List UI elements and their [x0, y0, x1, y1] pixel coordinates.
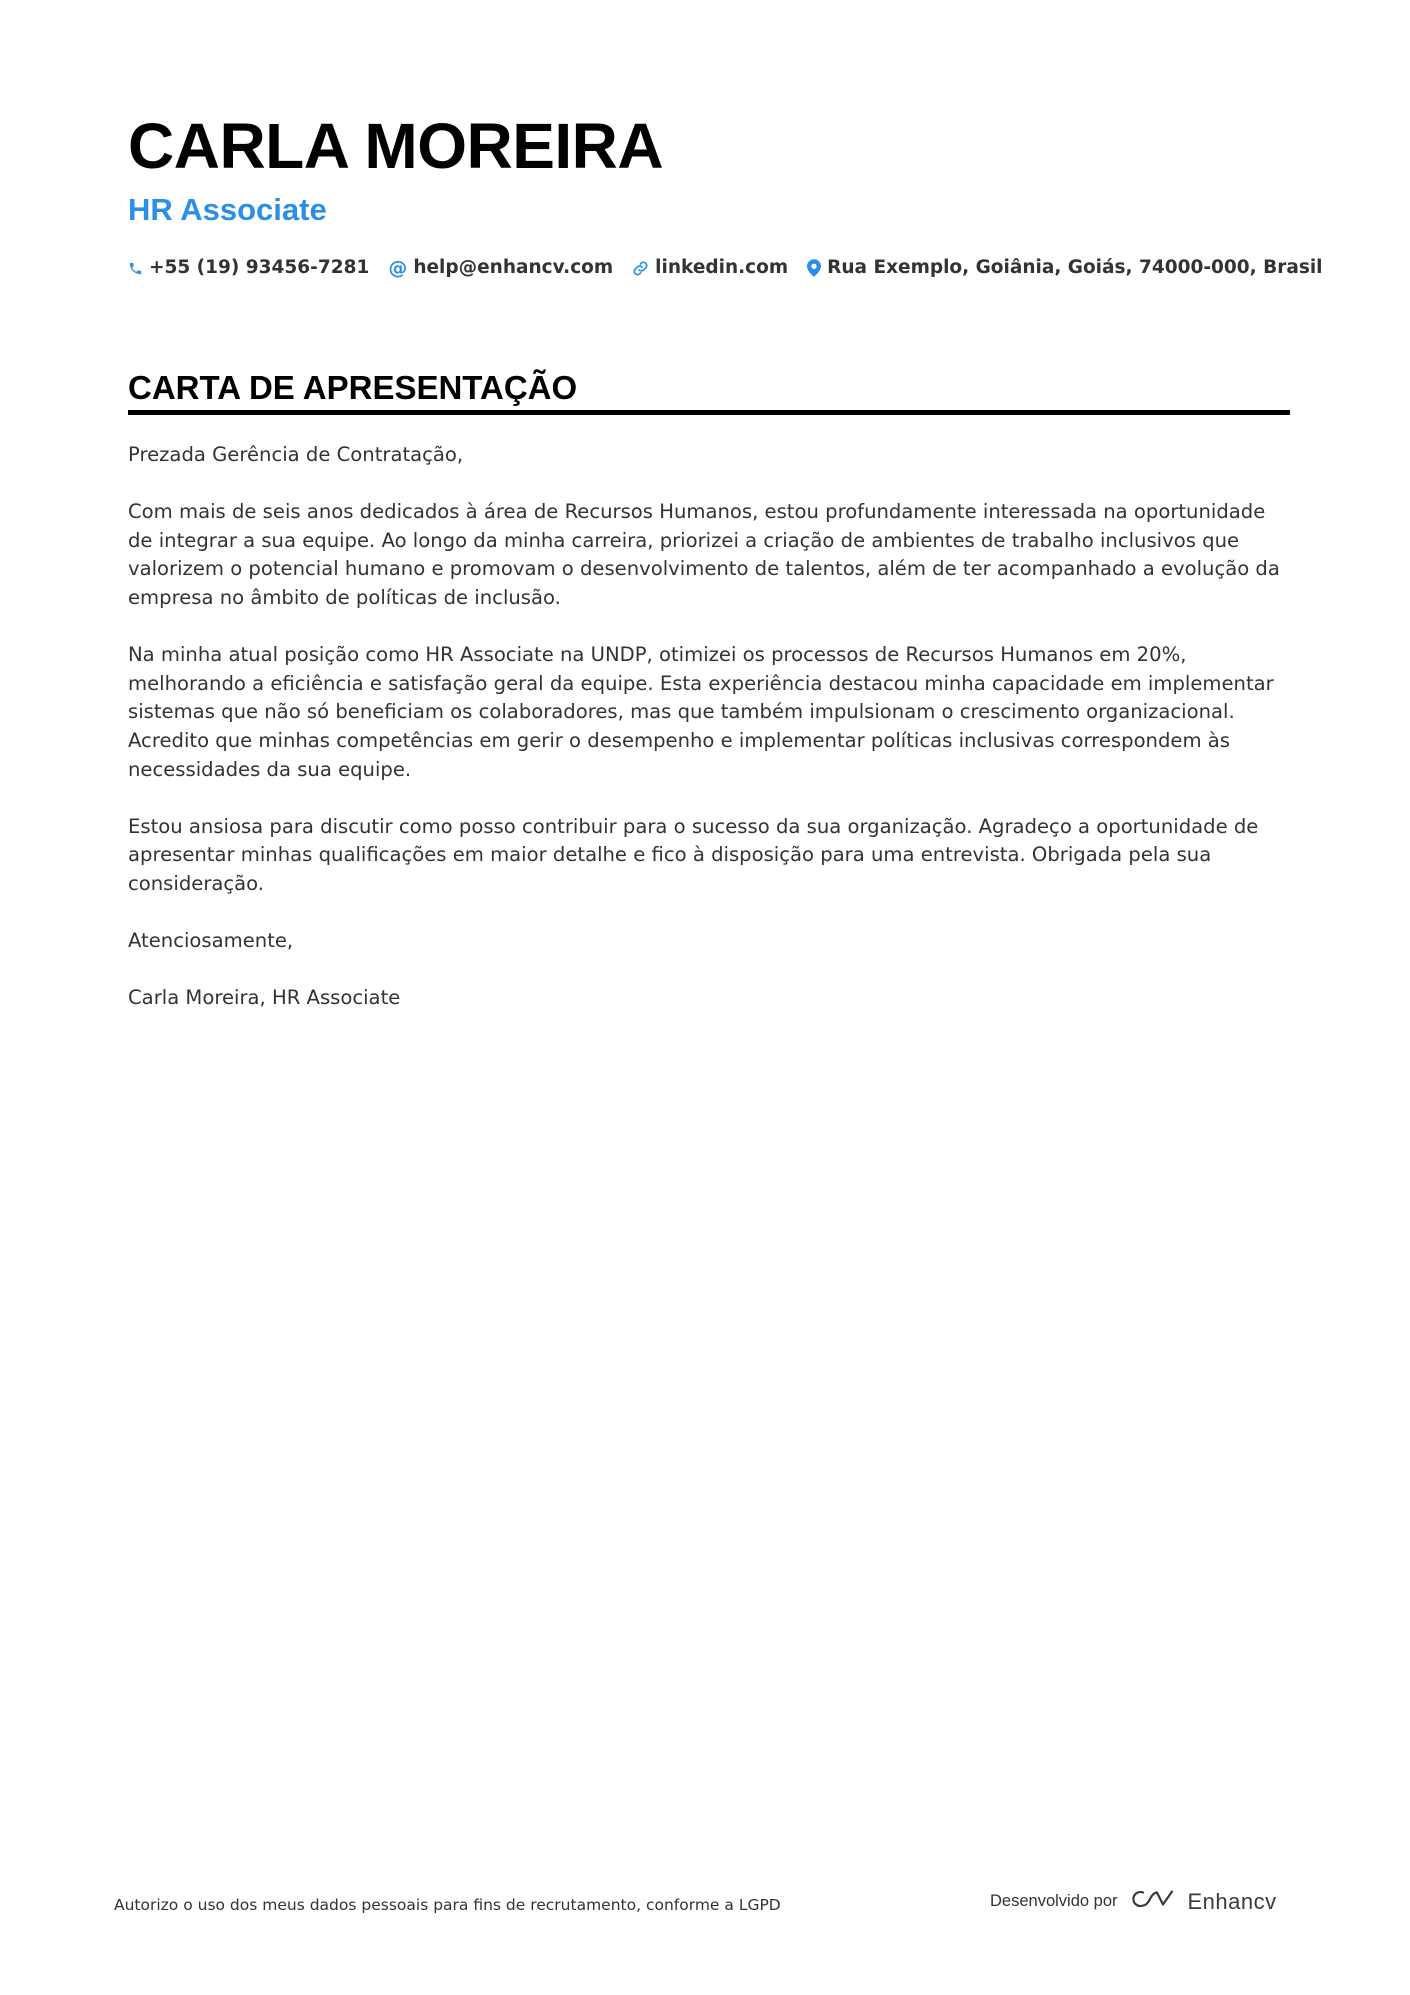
- contact-email[interactable]: [388, 253, 613, 283]
- contact-phone: [128, 253, 369, 283]
- location-pin-icon: [807, 259, 821, 277]
- phone-icon: [128, 261, 143, 276]
- footer-consent-text: Autorizo o uso dos meus dados pessoais para fins de recrutamento, conforme a LGPD: [114, 1896, 781, 1914]
- section-title: CARTA DE APRESENTAÇÃO: [128, 369, 578, 406]
- letter-paragraph: Estou ansiosa para discutir como posso contribuir para o sucesso da sua organização. Agradeço a oportunidade de apresentar minhas qualificações em maior detalhe e fico à disposição para uma entrevista. Obrigada pela sua consideração.: [128, 814, 1259, 895]
- letter-closing: Atenciosamente,: [128, 929, 294, 953]
- address-text: Rua Exemplo, Goiânia, Goiás, 74000-000, Brasil: [827, 257, 1323, 278]
- powered-by-label: Desenvolvido por: [990, 1892, 1118, 1910]
- letter-body: [128, 441, 1288, 1041]
- letter-paragraph: Na minha atual posição como HR Associate na UNDP, otimizei os processos de Recursos Humanos em 20%, melhorando a eficiência e satisfação geral da equipe. Esta experiência destacou minha capacidade em implementar sistemas que não só beneficiam os colaboradores, mas que também impulsionam o crescimento organizacional. Acredito que minhas competências em gerir o desempenho e implementar políticas inclusivas correspondem às necessidades da sua equipe.: [128, 643, 1274, 781]
- candidate-role: HR Associate: [128, 192, 327, 227]
- link-icon: [632, 260, 649, 277]
- linkedin-text[interactable]: linkedin.com: [655, 257, 789, 278]
- brand-name: Enhancv: [1187, 1888, 1277, 1914]
- phone-text: +55 (19) 93456-7281: [149, 257, 370, 278]
- contact-bar: [128, 253, 1323, 283]
- footer-branding[interactable]: [990, 1888, 1277, 1915]
- letter-signature: Carla Moreira, HR Associate: [128, 986, 401, 1010]
- letter-paragraph: Com mais de seis anos dedicados à área de Recursos Humanos, estou profundamente interessada na oportunidade de integrar a sua equipe. Ao longo da minha carreira, priorizei a criação de ambientes de trabalho inclusivos que valorizem o potencial humano e promovam o desenvolvimento de talentos, além de ter acompanhado a evolução da empresa no âmbito de políticas de inclusão.: [128, 500, 1280, 609]
- letter-greeting: Prezada Gerência de Contratação,: [128, 443, 464, 466]
- section-divider: [128, 410, 1290, 415]
- at-icon: @: [388, 256, 408, 279]
- enhancv-logo-icon: [1130, 1888, 1176, 1915]
- contact-address: [807, 253, 1322, 283]
- email-text[interactable]: help@enhancv.com: [413, 257, 614, 278]
- candidate-name: CARLA MOREIRA: [128, 110, 664, 182]
- contact-linkedin[interactable]: [632, 253, 788, 283]
